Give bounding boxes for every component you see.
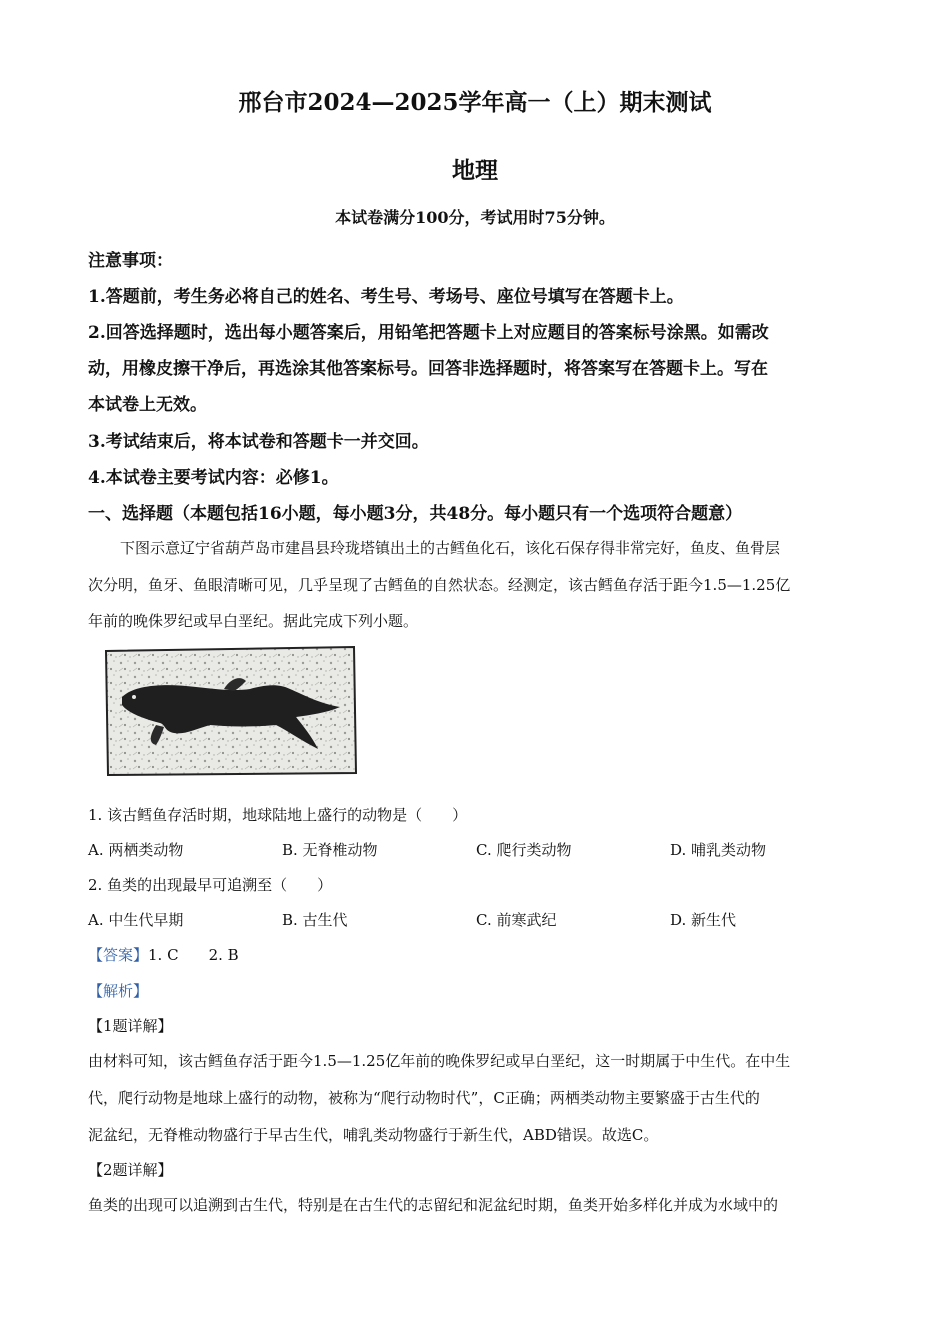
question-2-option-a: A. 中生代早期 <box>88 911 184 929</box>
notes-item-2-line-2: 动，用橡皮擦干净后，再选涂其他答案标号。回答非选择题时，将答案写在答题卡上。写在 <box>88 359 768 379</box>
question-2-option-c: C. 前寒武纪 <box>476 911 557 929</box>
question-1-option-b: B. 无脊椎动物 <box>282 841 378 859</box>
detail-1-line-1: 由材料可知，该古鳕鱼存活于距今1.5—1.25亿年前的晚侏罗纪或早白垩纪，这一时期属于中生代。在中生 <box>88 1052 791 1070</box>
intro-line-1: 下图示意辽宁省葫芦岛市建昌县玲珑塔镇出土的古鳕鱼化石，该化石保存得非常完好，鱼皮、鱼骨层 <box>120 539 781 557</box>
notes-item-3: 3.考试结束后，将本试卷和答题卡一并交回。 <box>88 432 429 452</box>
answer-label: 【答案】 <box>88 946 149 964</box>
subject-title: 地理 <box>452 157 498 184</box>
notes-item-4: 4.本试卷主要考试内容：必修1。 <box>88 468 339 488</box>
question-2-stem: 2. 鱼类的出现最早可追溯至（ ） <box>88 876 333 894</box>
section-heading: 一、选择题（本题包括16小题，每小题3分，共48分。每小题只有一个选项符合题意） <box>88 504 743 524</box>
question-2-option-d: D. 新生代 <box>670 911 737 929</box>
question-1-option-a: A. 两栖类动物 <box>88 841 184 859</box>
answer-values: 1. C 2. B <box>148 946 239 964</box>
notes-heading: 注意事项： <box>88 251 173 271</box>
intro-line-3: 年前的晚侏罗纪或早白垩纪。据此完成下列小题。 <box>88 612 419 630</box>
analysis-label: 【解析】 <box>88 982 149 1000</box>
fish-eye <box>132 695 136 699</box>
detail-1-label: 【1题详解】 <box>88 1017 173 1035</box>
detail-2-line-1: 鱼类的出现可以追溯到古生代，特别是在古生代的志留纪和泥盆纪时期，鱼类开始多样化并成为水域中的 <box>88 1196 779 1214</box>
question-1-option-c: C. 爬行类动物 <box>476 841 572 859</box>
fish-fossil-image <box>104 645 358 777</box>
question-1-stem: 1. 该古鳕鱼存活时期，地球陆地上盛行的动物是（ ） <box>88 806 468 824</box>
notes-item-2-line-1: 2.回答选择题时，选出每小题答案后，用铅笔把答题卡上对应题目的答案标号涂黑。如需改 <box>88 323 769 343</box>
detail-1-line-3: 泥盆纪，无脊椎动物盛行于早古生代，哺乳类动物盛行于新生代，ABD错误。故选C。 <box>88 1126 659 1144</box>
intro-line-2: 次分明，鱼牙、鱼眼清晰可见，几乎呈现了古鳕鱼的自然状态。经测定，该古鳕鱼存活于距今1.5—1.25亿 <box>88 576 791 594</box>
question-1-option-d: D. 哺乳类动物 <box>670 841 767 859</box>
exam-title: 邢台市2024—2025学年高一（上）期末测试 <box>238 89 712 116</box>
question-2-option-b: B. 古生代 <box>282 911 348 929</box>
notes-item-1: 1.答题前，考生务必将自己的姓名、考生号、考场号、座位号填写在答题卡上。 <box>88 287 684 307</box>
detail-1-line-2: 代，爬行动物是地球上盛行的动物，被称为“爬行动物时代”，C正确；两栖类动物主要繁盛于古生代的 <box>88 1089 760 1107</box>
exam-info: 本试卷满分100分，考试用时75分钟。 <box>335 208 615 227</box>
notes-item-2-line-3: 本试卷上无效。 <box>88 395 207 415</box>
answer-line <box>88 944 239 965</box>
detail-2-label: 【2题详解】 <box>88 1161 173 1179</box>
